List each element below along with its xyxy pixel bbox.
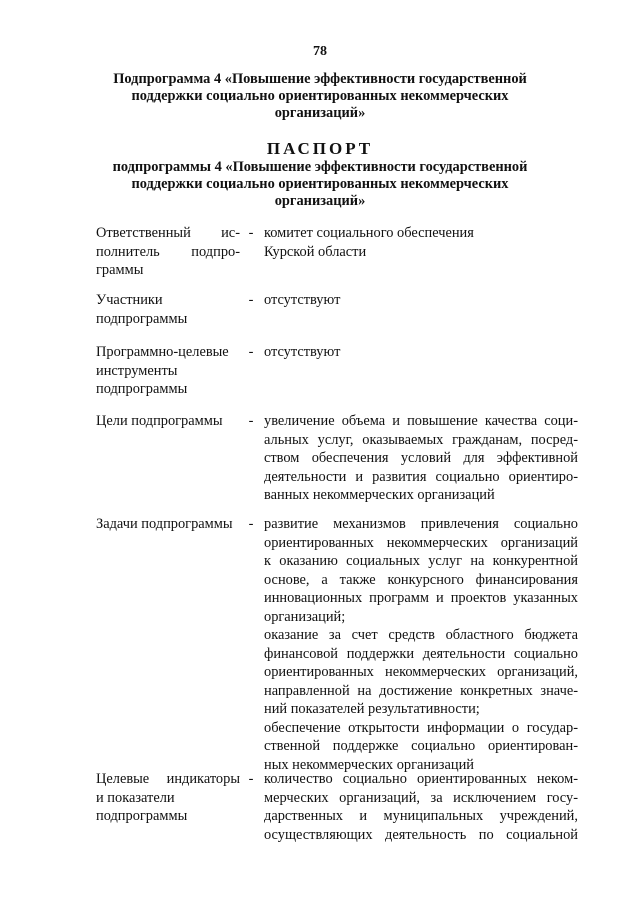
row-value-line: количество социально ориентированных неком- <box>264 771 578 787</box>
row-value-line: основе, а также конкурсного финансирования <box>264 571 578 588</box>
row-value-line: комитет социального обеспечения <box>264 225 474 241</box>
row-value-line: организаций; <box>264 608 346 625</box>
row-label-line: полнитель подпро- <box>96 243 240 260</box>
row-label <box>96 770 240 826</box>
passport-heading: ПАСПОРТ <box>266 139 374 158</box>
row-dash: - <box>248 516 254 532</box>
row-value-line: ством обеспечения условий для эффективной <box>264 450 578 466</box>
row-value-line: деятельности и развития социально ориентиро- <box>264 468 578 485</box>
row-label <box>96 343 240 399</box>
row-value-line: Курской области <box>264 243 367 260</box>
row-value-line: ориентированных некоммерческих организаций <box>264 534 578 551</box>
row-label-line: и показатели <box>96 789 175 806</box>
subprogram-title <box>60 71 580 122</box>
row-value-line: ственной поддержке социально ориентирован- <box>264 738 578 754</box>
row-value-line: ний показателей результативности; <box>264 701 480 717</box>
subprogram-title-line: Подпрограмма 4 «Повышение эффективности государственной <box>113 71 527 87</box>
row-value <box>264 770 578 844</box>
row-label-line: Ответственный ис- <box>96 225 240 241</box>
row-label-line: подпрограммы <box>96 381 188 397</box>
row-value-line: ориентированных некоммерческих организаций, <box>264 664 578 680</box>
row-value-line: отсутствуют <box>264 344 341 360</box>
row-dash: - <box>248 771 254 787</box>
subprogram-title-line: поддержки социально ориентированных некоммерческих <box>131 88 509 104</box>
passport-subtitle-line: организаций» <box>274 193 366 209</box>
row-dash: - <box>248 344 254 360</box>
row-label-line: Целевые индикаторы <box>96 771 240 787</box>
row-value-line: дарственных и муниципальных учреждений, <box>264 808 578 824</box>
subprogram-title-line: организаций» <box>274 105 366 121</box>
row-value-line: направленной на достижение конкретных значе- <box>264 682 578 699</box>
row-dash: - <box>248 413 254 429</box>
passport-subtitle-line: поддержки социально ориентированных некоммерческих <box>131 176 509 192</box>
row-value-line: финансовой поддержки деятельности социально <box>264 645 578 662</box>
row-value <box>264 412 578 505</box>
row-label <box>96 224 240 280</box>
row-value-line: инновационных программ и проектов указанных <box>264 590 578 606</box>
row-label-line: Программно-целевые <box>96 344 229 360</box>
passport-header <box>60 139 580 210</box>
passport-subtitle-line: подпрограммы 4 «Повышение эффективности государственной <box>112 159 528 175</box>
row-value-line: увеличение объема и повышение качества соци- <box>264 413 578 429</box>
row-label <box>96 515 240 534</box>
row-value-line: ных некоммерческих организаций <box>264 756 474 773</box>
row-value-line: обеспечение открытости информации о государ- <box>264 719 578 736</box>
row-value <box>264 343 578 362</box>
row-value-line: к оказанию социальных услуг на конкурентной <box>264 553 578 569</box>
row-value <box>264 224 578 261</box>
row-label <box>96 291 240 328</box>
row-value-line: оказание за счет средств областного бюджета <box>264 627 578 643</box>
row-value-line: ванных некоммерческих организаций <box>264 487 495 503</box>
row-value <box>264 515 578 774</box>
row-dash: - <box>248 292 254 308</box>
row-value-line: отсутствуют <box>264 292 341 308</box>
page-number: 78 <box>313 44 327 59</box>
row-label-line: Участники <box>96 292 163 308</box>
row-value-line: альных услуг, оказываемых гражданам, посред- <box>264 431 578 448</box>
row-label-line: граммы <box>96 262 144 278</box>
row-label-line: Цели подпрограммы <box>96 413 223 429</box>
row-value <box>264 291 578 310</box>
row-dash: - <box>248 225 254 241</box>
row-value-line: мерческих организаций, за исключением госу- <box>264 789 578 806</box>
row-label-line: подпрограммы <box>96 808 188 824</box>
row-label <box>96 412 240 431</box>
row-label-line: подпрограммы <box>96 310 188 327</box>
row-value-line: осуществляющих деятельность по социальной <box>264 826 578 843</box>
row-label-line: Задачи подпрограммы <box>96 516 233 532</box>
row-value-line: развитие механизмов привлечения социально <box>264 516 578 532</box>
row-label-line: инструменты <box>96 362 178 379</box>
